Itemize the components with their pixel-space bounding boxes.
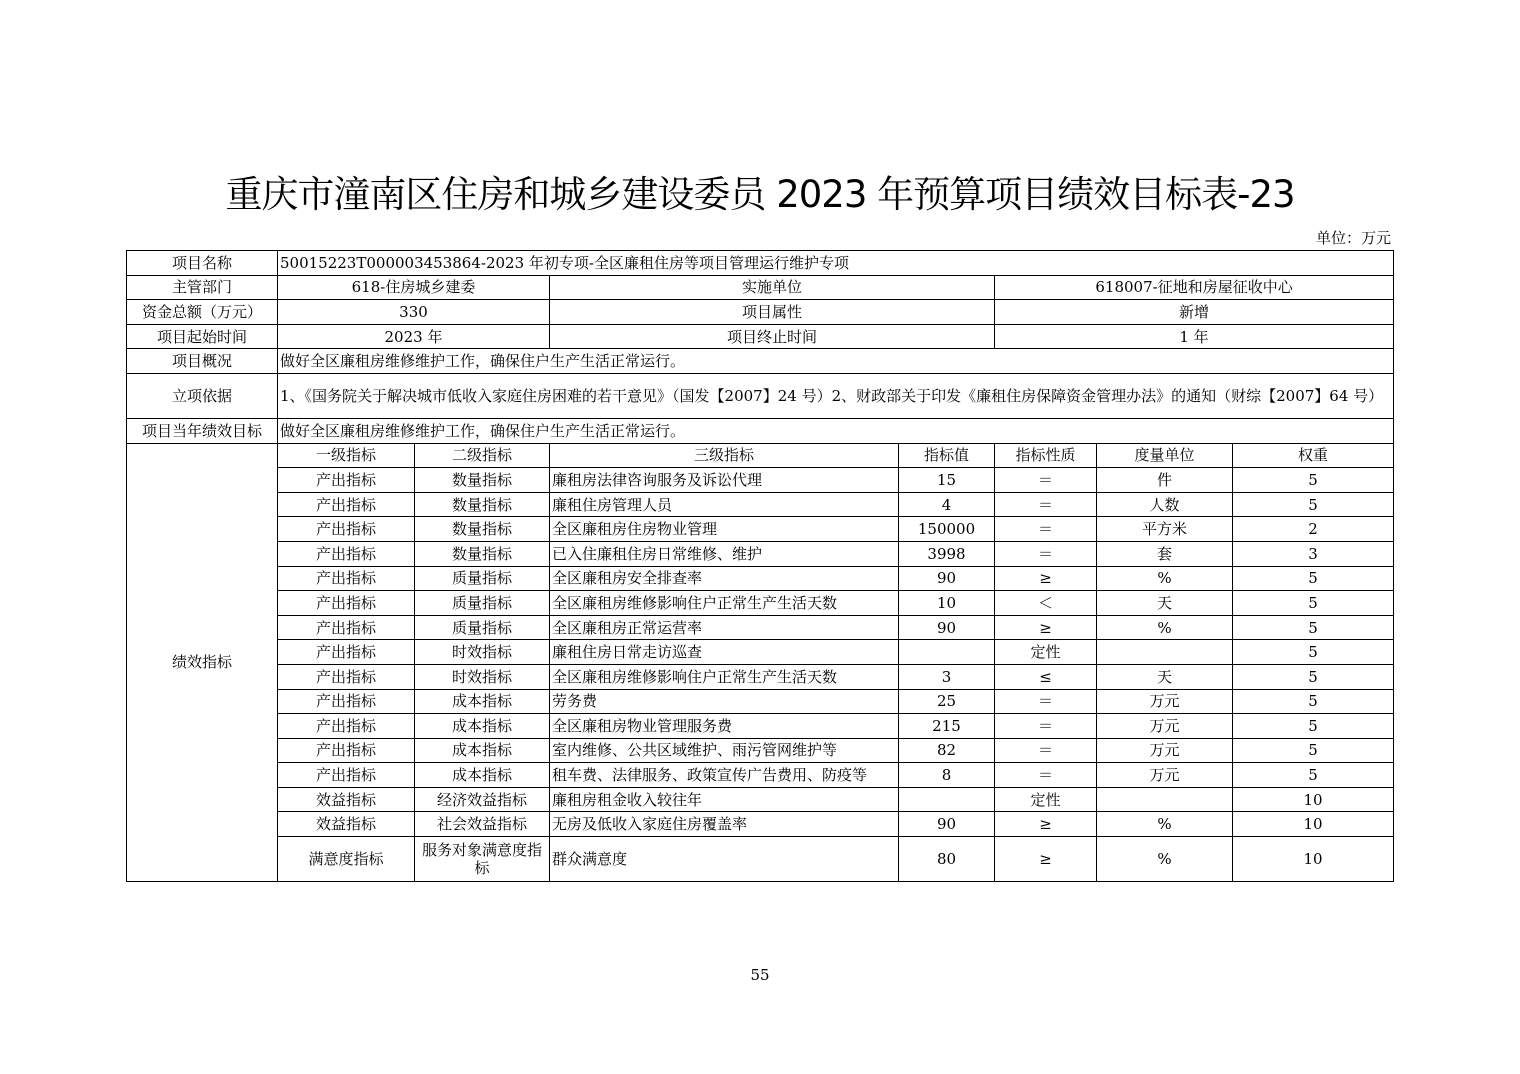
indicator-weight: 5 [1233,738,1394,763]
indicator-level2: 经济效益指标 [415,787,550,812]
indicator-level3: 全区廉租房物业管理服务费 [550,714,899,739]
indicator-value: 3 [899,664,995,689]
indicator-level3: 全区廉租房安全排查率 [550,566,899,591]
indicator-level1: 产出指标 [278,541,415,566]
indicator-value: 90 [899,566,995,591]
department-label: 主管部门 [127,275,278,300]
indicator-level3: 租车费、法律服务、政策宣传广告费用、防疫等 [550,763,899,788]
start-time-value: 2023 年 [278,324,550,349]
indicator-row [127,714,1394,739]
indicator-nature: 定性 [995,640,1097,665]
indicator-unit: 万元 [1097,763,1233,788]
indicator-unit: 万元 [1097,714,1233,739]
indicator-unit: % [1097,812,1233,837]
header-nature: 指标性质 [995,443,1097,468]
header-weight: 权重 [1233,443,1394,468]
indicator-value: 10 [899,591,995,616]
overview-value: 做好全区廉租房维修维护工作，确保住户生产生活正常运行。 [278,349,1394,374]
indicator-level1: 产出指标 [278,689,415,714]
indicator-weight: 5 [1233,468,1394,493]
indicator-value [899,640,995,665]
indicator-level1: 效益指标 [278,787,415,812]
indicator-value: 8 [899,763,995,788]
indicator-level1: 产出指标 [278,763,415,788]
indicator-nature: ≥ [995,812,1097,837]
indicator-nature: ＝ [995,689,1097,714]
indicator-level3: 廉租住房管理人员 [550,492,899,517]
indicator-nature: ＝ [995,738,1097,763]
indicator-level1: 产出指标 [278,640,415,665]
indicator-level2: 时效指标 [415,640,550,665]
indicator-level2: 质量指标 [415,615,550,640]
indicator-unit: % [1097,837,1233,882]
indicator-weight: 10 [1233,812,1394,837]
indicator-level2: 成本指标 [415,738,550,763]
indicator-value: 25 [899,689,995,714]
indicator-level3: 廉租住房日常走访巡查 [550,640,899,665]
indicator-nature: ≥ [995,615,1097,640]
indicator-unit: 万元 [1097,689,1233,714]
indicator-level2: 成本指标 [415,689,550,714]
indicator-unit: 件 [1097,468,1233,493]
indicator-unit: 天 [1097,591,1233,616]
indicator-row [127,689,1394,714]
indicator-level1: 产出指标 [278,517,415,542]
indicator-weight: 5 [1233,640,1394,665]
indicator-level3: 全区廉租房维修影响住户正常生产生活天数 [550,664,899,689]
performance-table [126,250,1394,882]
indicator-value [899,787,995,812]
end-time-label: 项目终止时间 [550,324,995,349]
indicator-row [127,517,1394,542]
funds-label: 资金总额（万元） [127,300,278,325]
indicator-level2: 服务对象满意度指标 [415,837,550,882]
indicator-level3: 无房及低收入家庭住房覆盖率 [550,812,899,837]
indicator-level1: 产出指标 [278,664,415,689]
indicator-level1: 产出指标 [278,615,415,640]
indicator-value: 90 [899,812,995,837]
project-attribute-value: 新增 [995,300,1394,325]
indicator-nature: ＝ [995,714,1097,739]
indicator-row [127,566,1394,591]
row-basis [127,373,1394,418]
row-project-name [127,251,1394,276]
indicator-level1: 效益指标 [278,812,415,837]
indicator-level3: 群众满意度 [550,837,899,882]
project-name-label: 项目名称 [127,251,278,276]
implementing-unit-value: 618007-征地和房屋征收中心 [995,275,1394,300]
indicator-level2: 数量指标 [415,468,550,493]
indicator-row [127,541,1394,566]
indicator-weight: 5 [1233,763,1394,788]
indicator-row [127,787,1394,812]
indicator-level3: 全区廉租房住房物业管理 [550,517,899,542]
indicator-level2: 数量指标 [415,492,550,517]
indicator-nature: ＝ [995,468,1097,493]
indicator-unit: 万元 [1097,738,1233,763]
indicator-level3: 全区廉租房正常运营率 [550,615,899,640]
indicator-unit: 平方米 [1097,517,1233,542]
indicator-nature: ≤ [995,664,1097,689]
indicator-header-row [127,443,1394,468]
page-title: 重庆市潼南区住房和城乡建设委员 2023 年预算项目绩效目标表-23 [225,173,1295,216]
header-level1: 一级指标 [278,443,415,468]
indicator-level1: 产出指标 [278,566,415,591]
indicator-nature: ＝ [995,492,1097,517]
indicator-level2: 数量指标 [415,517,550,542]
indicator-row [127,468,1394,493]
indicator-nature: 定性 [995,787,1097,812]
indicator-value: 82 [899,738,995,763]
indicator-unit [1097,640,1233,665]
indicator-row [127,492,1394,517]
indicator-level3: 劳务费 [550,689,899,714]
indicator-level1: 产出指标 [278,738,415,763]
indicator-level1: 产出指标 [278,492,415,517]
row-overview [127,349,1394,374]
header-level2: 二级指标 [415,443,550,468]
row-funds [127,300,1394,325]
start-time-label: 项目起始时间 [127,324,278,349]
header-level3: 三级指标 [550,443,899,468]
indicator-unit [1097,787,1233,812]
unit-label: 单位：万元 [1315,229,1391,247]
indicator-level1: 产出指标 [278,468,415,493]
indicator-nature: ≥ [995,837,1097,882]
indicator-level3: 廉租房法律咨询服务及诉讼代理 [550,468,899,493]
basis-value: 1、《国务院关于解决城市低收入家庭住房困难的若干意见》（国发【2007】24 号）2、财政部关于印发《廉租住房保障资金管理办法》的通知（财综【2007】64 号） [278,373,1394,418]
page-number: 55 [750,966,770,984]
indicators-label: 绩效指标 [127,443,278,882]
indicator-value: 3998 [899,541,995,566]
indicator-value: 15 [899,468,995,493]
annual-goal-label: 项目当年绩效目标 [127,418,278,443]
indicator-nature: ＜ [995,591,1097,616]
indicator-level2: 成本指标 [415,714,550,739]
basis-label: 立项依据 [127,373,278,418]
end-time-value: 1 年 [995,324,1394,349]
indicator-value: 150000 [899,517,995,542]
indicator-level2: 社会效益指标 [415,812,550,837]
indicator-weight: 5 [1233,591,1394,616]
indicator-level3: 已入住廉租住房日常维修、维护 [550,541,899,566]
indicator-row [127,837,1394,882]
indicator-weight: 2 [1233,517,1394,542]
indicator-value: 80 [899,837,995,882]
indicator-unit: 人数 [1097,492,1233,517]
indicator-weight: 3 [1233,541,1394,566]
indicator-level2: 数量指标 [415,541,550,566]
indicator-row [127,615,1394,640]
indicator-weight: 10 [1233,787,1394,812]
indicator-value: 215 [899,714,995,739]
indicator-row [127,738,1394,763]
indicator-level3: 室内维修、公共区域维护、雨污管网维护等 [550,738,899,763]
indicator-value: 90 [899,615,995,640]
indicator-nature: ≥ [995,566,1097,591]
indicator-row [127,664,1394,689]
indicator-unit: % [1097,566,1233,591]
indicator-weight: 10 [1233,837,1394,882]
funds-value: 330 [278,300,550,325]
project-attribute-label: 项目属性 [550,300,995,325]
indicator-row [127,763,1394,788]
indicator-weight: 5 [1233,566,1394,591]
indicator-value: 4 [899,492,995,517]
indicator-weight: 5 [1233,714,1394,739]
overview-label: 项目概况 [127,349,278,374]
project-name-value: 50015223T000003453864-2023 年初专项-全区廉租住房等项目管理运行维护专项 [278,251,1394,276]
indicator-unit: 天 [1097,664,1233,689]
indicator-nature: ＝ [995,763,1097,788]
indicator-nature: ＝ [995,541,1097,566]
indicator-unit: % [1097,615,1233,640]
indicator-row [127,591,1394,616]
indicator-level3: 廉租房租金收入较往年 [550,787,899,812]
indicator-row [127,812,1394,837]
indicator-level2: 质量指标 [415,591,550,616]
annual-goal-value: 做好全区廉租房维修维护工作，确保住户生产生活正常运行。 [278,418,1394,443]
indicator-level2: 质量指标 [415,566,550,591]
indicator-level1: 产出指标 [278,591,415,616]
indicator-level1: 满意度指标 [278,837,415,882]
indicator-nature: ＝ [995,517,1097,542]
row-department [127,275,1394,300]
implementing-unit-label: 实施单位 [550,275,995,300]
header-unit: 度量单位 [1097,443,1233,468]
indicator-weight: 5 [1233,689,1394,714]
department-value: 618-住房城乡建委 [278,275,550,300]
indicator-row [127,640,1394,665]
header-value: 指标值 [899,443,995,468]
indicator-level2: 成本指标 [415,763,550,788]
indicator-level3: 全区廉租房维修影响住户正常生产生活天数 [550,591,899,616]
indicator-level2: 时效指标 [415,664,550,689]
indicator-weight: 5 [1233,492,1394,517]
indicator-weight: 5 [1233,615,1394,640]
indicator-level1: 产出指标 [278,714,415,739]
row-annual-goal [127,418,1394,443]
row-time [127,324,1394,349]
indicator-weight: 5 [1233,664,1394,689]
indicator-unit: 套 [1097,541,1233,566]
